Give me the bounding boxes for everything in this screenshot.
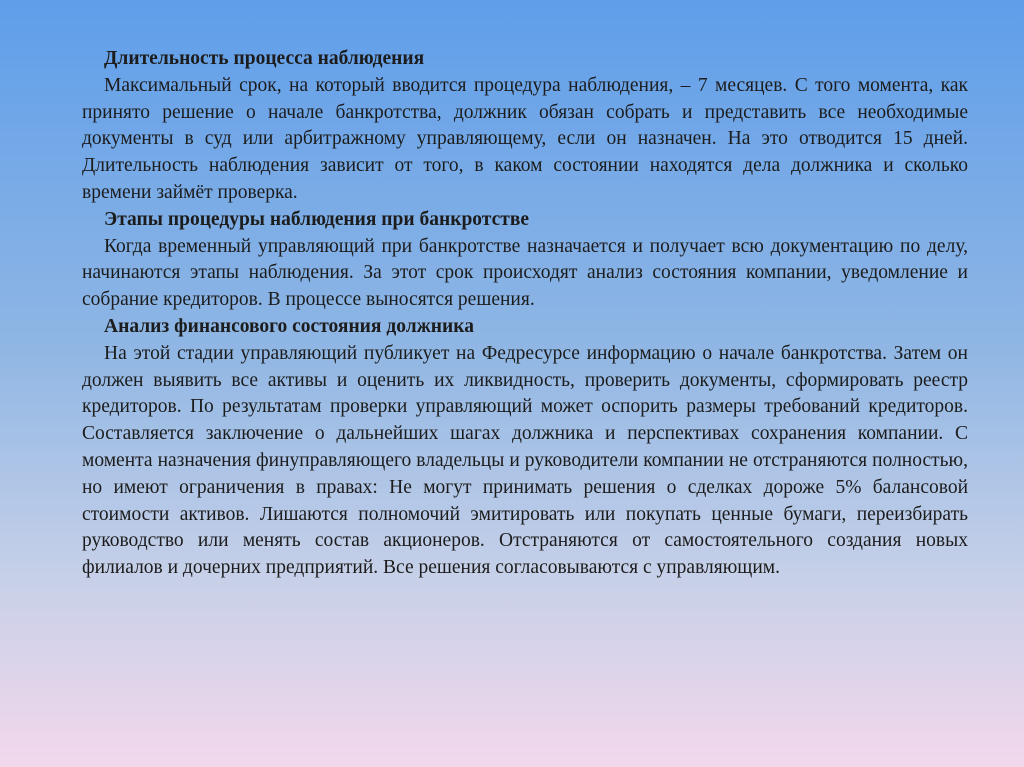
section-heading-stages: Этапы процедуры наблюдения при банкротстве — [104, 208, 530, 230]
section-text-stages: Когда временный управляющий при банкротстве назначается и получает всю документацию по делу, начинаются этапы наблюдения. За этот срок происходят анализ состояния компании, уведомление и собрание кредиторов. В процессе выносятся решения. — [82, 235, 968, 311]
section-heading-duration: Длительность процесса наблюдения — [104, 48, 425, 69]
section-heading-analysis: Анализ финансового состояния должника — [104, 315, 474, 337]
slide-content — [82, 46, 968, 582]
section-text-analysis: На этой стадии управляющий публикует на Федресурсе информацию о начале банкротства. Затем он должен выявить все активы и оценить их ликвидность, проверить документы, сформировать реестр кредиторов. По результатам проверки управляющий может оспорить размеры требований кредиторов. Составляется заключение о дальнейших шагах должника и перспективах сохранения компании. С момента назначения финуправляющего владельцы и руководители компании не отстраняются полностью, но имеют ограничения в правах: Не могут принимать решения о сделках дороже 5% балансовой стоимости активов. Лишаются полномочий эмитировать или покупать ценные бумаги, переизбирать руководство или менять состав акционеров. Отстраняются от самостоятельного создания новых филиалов и дочерних предприятий. Все решения согласовываются с управляющим. — [82, 342, 968, 579]
section-text-duration: Максимальный срок, на который вводится процедура наблюдения, – 7 месяцев. С того момента, как принято решение о начале банкротства, должник обязан собрать и представить все необходимые документы в суд или арбитражному управляющему, если он назначен. На это отводится 15 дней. Длительность наблюдения зависит от того, в каком состоянии находятся дела должника и сколько времени займёт проверка. — [82, 74, 968, 203]
